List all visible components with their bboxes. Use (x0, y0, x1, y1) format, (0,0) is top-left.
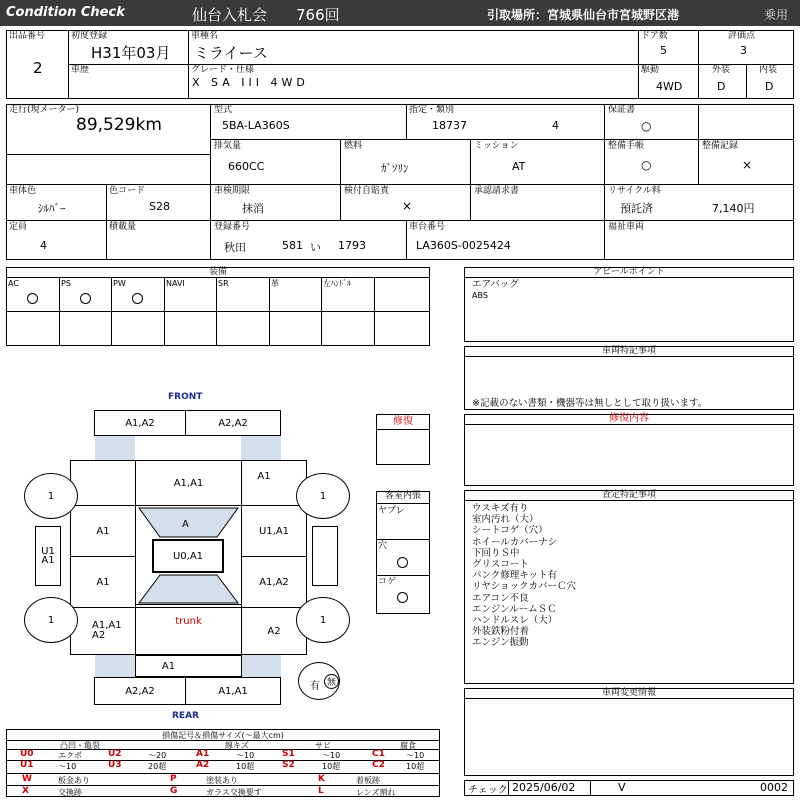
maintenance-book-value: ○ (641, 158, 652, 172)
history-label: 車歴 (71, 65, 90, 75)
cabin-burn-mark (397, 592, 408, 603)
interior-cell (746, 64, 794, 99)
score-value: 3 (740, 44, 747, 57)
legend-code: S2 (282, 760, 295, 770)
displacement-value: 660CC (228, 160, 265, 173)
capacity-label: 定員 (9, 222, 28, 232)
inspection-item: エアコン不良 (472, 592, 529, 604)
check-label: チェック (468, 785, 508, 796)
rear-right-bumper[interactable] (185, 677, 281, 705)
inspection-item: エンジンルームＳＣ (472, 603, 557, 615)
inspection-value: 抹消 (242, 202, 264, 215)
legend-text: 20超 (148, 762, 167, 771)
warranty-value: ○ (641, 119, 652, 133)
inspection-item: ハンドルスレ（大） (472, 615, 558, 627)
displacement-label: 排気量 (214, 141, 242, 151)
header-title: Condition Check (6, 5, 125, 20)
front-right-damage: A2,A2 (218, 417, 248, 429)
legend-text: 板金あり (58, 776, 90, 785)
legend-code: U0 (20, 749, 34, 759)
recycle-amount: 7,140円 (712, 202, 755, 215)
appeal-line-0: エアバッグ (472, 279, 519, 290)
score-cell (698, 30, 794, 64)
mileage-label: 走行(現メーター) (9, 105, 80, 115)
drive-cell (638, 64, 698, 99)
doors-label: ドア数 (641, 31, 668, 41)
chassis-value: LA360S-0025424 (416, 239, 511, 252)
repair-box-title: 修復 (376, 414, 430, 430)
check-number: 0002 (760, 781, 788, 794)
mirror-right[interactable] (312, 526, 338, 586)
equipment-label-1: PS (61, 279, 71, 288)
grade-cell (188, 64, 638, 99)
load-label: 積載量 (109, 222, 137, 232)
drive-label: 駆動 (641, 65, 660, 75)
equipment-label-6: 左ﾊﾝﾄﾞﾙ (323, 279, 351, 288)
plate-label: 登録番号 (214, 222, 251, 232)
warranty-label: 保証書 (608, 105, 636, 115)
plate-class: 581 (282, 239, 303, 252)
fender-right-front-damage: A1 (257, 470, 271, 482)
maintenance-book-label: 整備手帳 (608, 141, 645, 151)
appeal-list (472, 279, 519, 301)
legend-code: S1 (282, 749, 295, 759)
door-left-rear-damage: A1 (96, 576, 110, 588)
lot-label: 出品番号 (9, 31, 46, 41)
model-cell (188, 30, 638, 64)
liability-label: 検付自賠責 (344, 186, 390, 196)
type-label: 型式 (214, 105, 233, 115)
rear-left-bumper[interactable] (94, 677, 186, 705)
legend-code: P (170, 774, 177, 784)
lot-cell (6, 30, 68, 99)
mirror-left-damage-2: A1 (41, 555, 55, 566)
legend-group-3: 腐食 (400, 741, 416, 750)
front-right-lamp (241, 436, 281, 460)
legend-code: U1 (20, 760, 34, 770)
legend-text: ～20 (148, 751, 167, 760)
hood[interactable] (135, 460, 242, 506)
grade-label: グレード・仕様 (191, 65, 255, 75)
legend-text: エクボ (58, 751, 82, 760)
legend-text: 交換跡 (58, 788, 82, 797)
designation-label: 指定・類別 (409, 105, 455, 115)
grade-value: X SA III 4WD (192, 76, 309, 89)
class-value: 4 (552, 119, 559, 132)
spare-tire-symbol-text: 無 (326, 678, 336, 688)
legend-text: ～10 (406, 751, 425, 760)
history-cell (68, 64, 188, 99)
color-code-value: S28 (149, 200, 170, 213)
special-notes-note: ※記載のない書類・機器等は無しとして取り扱います。 (472, 398, 708, 409)
appeal-title: アピールポイント (464, 267, 794, 278)
pickup-location: 引取場所：宮城県仙台市宮城野区港 (487, 8, 680, 22)
model-value: ミライース (194, 44, 268, 62)
cabin-item-1-label: 穴 (378, 541, 388, 551)
equipment-label-4: SR (218, 279, 229, 288)
trunk-lid[interactable] (135, 607, 242, 655)
doors-cell (638, 30, 698, 64)
cabin-item-0-label: ヤブレ (378, 506, 405, 516)
equipment-label-2: PW (113, 279, 126, 288)
hood-damage: A1,A1 (173, 477, 204, 489)
inspection-item: 外装鉄粉付着 (472, 626, 530, 638)
recycle-status: 預託済 (620, 202, 653, 215)
roof-damage: U0,A1 (172, 550, 204, 562)
rear-left-damage: A2,A2 (125, 685, 155, 697)
equipment-mark-2 (132, 293, 143, 304)
rear-right-lamp (241, 655, 281, 677)
drive-value: 4WD (656, 80, 683, 93)
approval-label: 承認請求書 (474, 186, 520, 196)
cabin-title: 客室内張 (376, 491, 430, 504)
legend-text: ガラス交換要す (206, 788, 262, 797)
door-left-front-damage: A1 (96, 525, 110, 537)
plate-kana: い (310, 241, 321, 254)
legend-code: W (22, 774, 32, 784)
equipment-label-3: NAVI (166, 279, 185, 288)
rear-label: REAR (172, 711, 199, 721)
auction-number: 766回 (296, 6, 340, 24)
mirror-left-damage-1: U1 (41, 546, 55, 557)
check-date: 2025/06/02 (512, 781, 576, 794)
tire-front-left[interactable] (24, 473, 78, 519)
inspection-item: ホイールカバーナシ (472, 536, 558, 548)
exterior-cell (698, 64, 746, 99)
inspection-item: ウスキズ有り (472, 503, 529, 514)
door-right-front[interactable] (241, 505, 307, 557)
tire-front-left-value: 1 (47, 490, 55, 502)
equipment-mark-1 (80, 293, 91, 304)
color-code-label: 色コード (109, 186, 146, 196)
rear-left-lamp (95, 655, 135, 677)
first-reg-value: H31年03月 (91, 44, 171, 62)
inspection-item: エンジン振動 (472, 637, 529, 649)
front-left-damage: A1,A2 (125, 417, 155, 429)
cabin-item-2-label: コゲ (378, 577, 397, 587)
special-notes-title: 車両特記事項 (464, 346, 794, 357)
type-value: 5BA-LA360S (222, 119, 290, 132)
legend-code: L (318, 786, 324, 796)
welfare-label: 福祉車両 (608, 222, 645, 232)
inspection-label: 車検期限 (214, 186, 251, 196)
legend-code: C2 (372, 760, 385, 770)
designation-value: 18737 (432, 119, 467, 132)
quarter-left-damage-1: A1,A1 (92, 620, 122, 631)
legend-group-0: 凸凹・亀裂 (60, 741, 100, 750)
door-right-rear[interactable] (241, 556, 307, 608)
doors-value: 5 (660, 44, 667, 57)
chassis-label: 車台番号 (409, 222, 446, 232)
legend-code: K (318, 774, 325, 784)
inspection-item: グリスコート (472, 559, 529, 571)
front-left-lamp (95, 436, 135, 460)
legend-title: 損傷記号＆損傷サイズ(～最大cm) (162, 731, 284, 740)
front-left-bumper[interactable] (94, 410, 186, 436)
tire-rear-left-value: 1 (47, 614, 55, 626)
spare-tire-symbol (324, 674, 339, 689)
appeal-line-1: ABS (472, 291, 488, 301)
maintenance-record-label: 整備記録 (702, 141, 739, 151)
plate-number: 1793 (338, 239, 366, 252)
legend-code: A1 (196, 749, 210, 759)
quarter-left-damage-2: A2 (92, 630, 106, 641)
inspection-notes-list (472, 503, 576, 649)
legend-text: 着板跡 (356, 776, 380, 785)
windshield-damage: A (182, 519, 189, 530)
score-label: 評価点 (728, 31, 756, 41)
front-right-bumper[interactable] (185, 410, 281, 436)
quarter-right-damage: A2 (267, 625, 281, 637)
liability-value: × (402, 199, 413, 213)
legend-text: 塗装あり (206, 776, 238, 785)
tire-rear-right[interactable] (296, 597, 350, 643)
legend-text: レンズ割れ (356, 788, 396, 797)
legend-group-2: サビ (315, 741, 331, 750)
color-value: ｼﾙﾊﾞｰ (38, 202, 66, 215)
vehicle-class: 乗用 (764, 8, 789, 22)
recycle-label: リサイクル料 (608, 186, 661, 196)
capacity-value: 4 (40, 239, 47, 252)
tire-rear-left[interactable] (24, 597, 78, 643)
mission-value: AT (512, 160, 526, 173)
front-label: FRONT (168, 392, 203, 402)
maintenance-record-value: × (742, 158, 753, 172)
legend-text: 10超 (406, 762, 425, 771)
equipment-mark-0 (27, 293, 38, 304)
mileage-value: 89,529km (76, 115, 162, 135)
repair-content-title: 修復内容 (464, 414, 794, 425)
tire-rear-right-value: 1 (319, 614, 327, 626)
change-info-box (464, 688, 794, 776)
fuel-value: ｶﾞｿﾘﾝ (381, 162, 409, 175)
auction-name: 仙台入札会 (192, 6, 268, 24)
door-right-front-damage: U1,A1 (258, 525, 290, 537)
legend-group-1: 線キズ (225, 741, 249, 750)
check-mark: V (618, 781, 626, 794)
door-left-front[interactable] (70, 505, 136, 557)
door-right-rear-damage: A1,A2 (259, 576, 289, 588)
equipment-label-5: 革 (271, 279, 279, 288)
model-label: 車種名 (191, 31, 219, 41)
legend-code: U2 (108, 749, 122, 759)
legend-code: A2 (196, 760, 210, 770)
inspection-item: 下回りＳ中 (472, 547, 520, 559)
first-reg-cell (68, 30, 188, 64)
inspection-item: 室内汚れ（大） (472, 514, 539, 526)
rear-panel-damage: A1 (161, 660, 176, 672)
legend-text: ～10 (236, 751, 255, 760)
door-left-rear[interactable] (70, 556, 136, 608)
legend-text: ～10 (322, 751, 341, 760)
inspection-notes-title: 査定特記事項 (464, 490, 794, 501)
equipment-title: 装備 (6, 267, 430, 278)
fuel-label: 燃料 (344, 141, 363, 151)
legend-code: U3 (108, 760, 122, 770)
inspection-item: シートコゲ（穴） (472, 525, 548, 537)
tire-front-right-value: 1 (319, 490, 327, 502)
color-label: 車体色 (9, 186, 37, 196)
inspection-item: パンク修理キット有 (472, 570, 558, 582)
lot-value: 2 (33, 59, 43, 77)
interior-label: 内装 (759, 65, 778, 75)
tire-front-right[interactable] (296, 473, 350, 519)
first-reg-label: 初度登録 (71, 31, 108, 41)
exterior-label: 外装 (712, 65, 731, 75)
legend-code: X (22, 786, 29, 796)
spare-tire-label: 有 (310, 681, 320, 692)
interior-value: D (765, 80, 774, 93)
plate-region: 秋田 (224, 241, 246, 254)
mirror-left[interactable] (35, 526, 61, 586)
mission-label: ミッション (474, 141, 519, 151)
legend-text: 10超 (322, 762, 341, 771)
legend-code: G (170, 786, 178, 796)
roof[interactable] (152, 539, 224, 573)
legend-code: C1 (372, 749, 385, 759)
exterior-value: D (717, 80, 726, 93)
legend-text: ～10 (58, 762, 77, 771)
inspection-item: リヤショックカバーＣ穴 (472, 581, 577, 593)
change-info-title: 車両変更情報 (464, 688, 794, 699)
rear-right-damage: A1,A1 (218, 685, 248, 697)
rear-panel[interactable] (135, 655, 242, 677)
equipment-label-0: AC (8, 279, 19, 288)
cabin-hole-mark (397, 557, 408, 568)
fender-left-front[interactable] (70, 460, 136, 506)
trunk-label: trunk (175, 615, 202, 627)
legend-text: 10超 (236, 762, 255, 771)
